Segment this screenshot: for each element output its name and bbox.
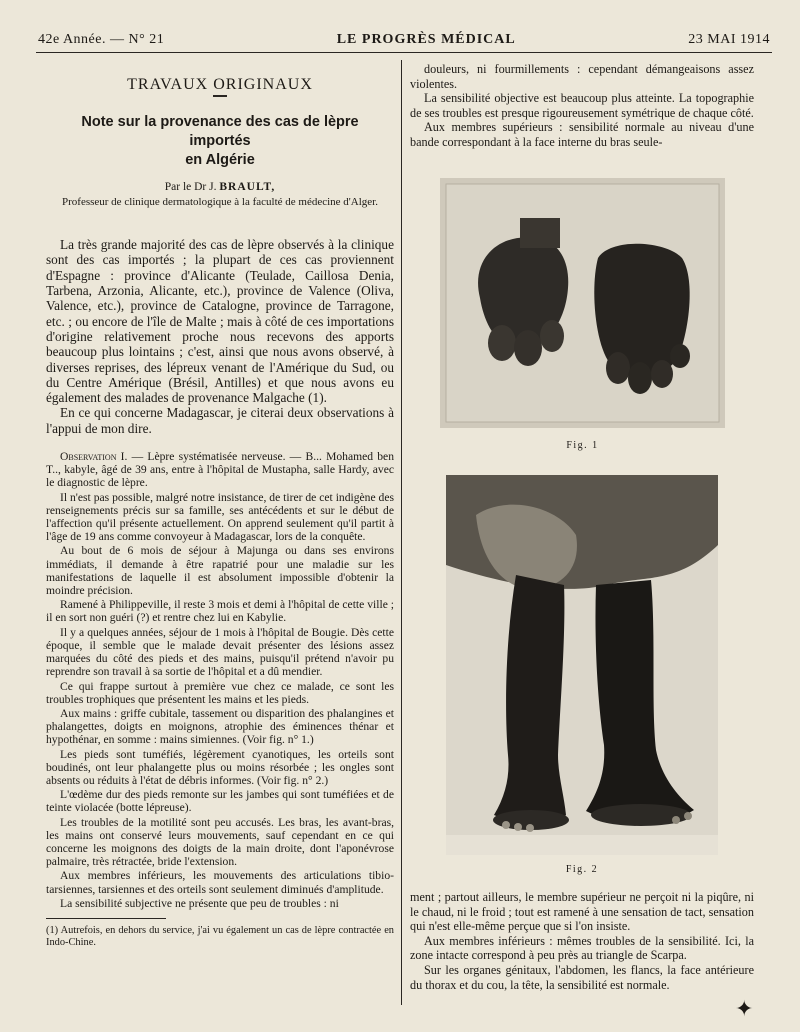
- legs-photo-illustration: [446, 475, 718, 855]
- figure-2-caption: Fig. 2: [565, 864, 599, 875]
- title-dash: [213, 95, 227, 97]
- column-divider: [401, 60, 402, 1005]
- byline-prefix: Par le Dr J.: [164, 180, 217, 193]
- article-title: [50, 113, 390, 170]
- observation-paragraph: L'œdème dur des pieds remonte sur les jambes qui sont tuméfiées et de teinte violacée (botte lépreuse).: [46, 788, 394, 815]
- observation-paragraph: Les troubles de la motilité sont peu accusés. Les bras, les avant-bras, les mains ont conservé leurs mouvements, sauf cependant en ce qui concerne les moignons des doigts de la main droite, dont l'aponévrose palmaire, très rétractée, bride l'extension.: [46, 815, 394, 869]
- right-column-top: [410, 62, 754, 150]
- observation-paragraph: Aux mains : griffe cubitale, tassement ou disparition des phalangines et phalangettes, doigts en moignons, atrophie des éminences thénar et hypothénar, en somme : mains simiennes. (Voir fig. n° 1.): [46, 706, 394, 747]
- observation-block: [46, 450, 394, 910]
- observation-paragraph: Au bout de 6 mois de séjour à Majunga ou dans ses environs immédiats, il demande à être rapatrié pour une maladie sur les manifestations de laquelle il est absolument impossible d'obtenir la moindre précision.: [46, 544, 394, 598]
- author-name: BRAULT,: [219, 180, 276, 193]
- journal-title: LE PROGRÈS MÉDICAL: [336, 32, 516, 47]
- observation-paragraph: Ramené à Philippeville, il reste 3 mois et demi à l'hôpital de cette ville ; il en sort non guéri (?) et rentre chez lui en Kabylie.: [46, 598, 394, 625]
- author-affiliation: Professeur de clinique dermatologique à la faculté de médecine d'Alger.: [62, 196, 378, 209]
- right-paragraph: Sur les organes génitaux, l'abdomen, les flancs, la face antérieure du thorax et du cou, la tête, la sensibilité est normale.: [410, 962, 754, 992]
- footnote-rule: [46, 918, 166, 919]
- footnote: (1) Autrefois, en dehors du service, j'ai vu également un cas de lèpre contractée en Indo-Chine.: [46, 924, 394, 948]
- observation-paragraph: Ce qui frappe surtout à première vue chez ce malade, ce sont les troubles trophiques que présentent les mains et les pieds.: [46, 679, 394, 706]
- observation-paragraph: Il n'est pas possible, malgré notre insistance, de tirer de cet indigène des renseignements précis sur sa famille, ses antécédents et sur le début de l'affection qu'il présente actuellement. On apprend seulement qu'il partit à l'âge de 19 ans comme convoyeur à Madagascar, lors de la conquête.: [46, 490, 394, 544]
- figure-1-caption: Fig. 1: [566, 440, 599, 451]
- right-paragraph: ment ; partout ailleurs, le membre supérieur ne perçoit ni la piqûre, ni le chaud, ni le froid ; tout est ramené à une sensation de tact, sensation qui n'est elle-même perçue que si l'on insiste.: [410, 890, 754, 934]
- observation-paragraph: Il y a quelques années, séjour de 1 mois à l'hôpital de Bougie. Dès cette époque, il semble que le malade devait présenter des lésions assez marquées du côté des pieds et des mains, puisqu'il prétend n'avoir pu reprendre son travail à sa sortie de l'hôpital et a dû mendier.: [46, 625, 394, 679]
- issue-number: 42e Année. — N° 21: [38, 32, 165, 47]
- observation-heading: [46, 450, 394, 490]
- right-paragraph: La sensibilité objective est beaucoup plus atteinte. La topographie de ses troubles est presque rigoureusement symétrique de chaque côté.: [410, 91, 754, 120]
- right-paragraph: Aux membres supérieurs : sensibilité normale au niveau d'une bande correspondant à la face interne du bras seule-: [410, 120, 754, 149]
- section-title: TRAVAUX ORIGINAUX: [127, 76, 313, 93]
- article-title-line-1: Note sur la provenance des cas de lèpre importés: [81, 113, 359, 149]
- left-column: [46, 62, 394, 949]
- right-paragraph: douleurs, ni fourmillements : cependant démangeaisons assez violentes.: [410, 62, 754, 91]
- observation-paragraph: Aux membres inférieurs, les mouvements des articulations tibio-tarsiennes, tarsiennes et des orteils sont seulement diminués d'amplitude.: [46, 869, 394, 896]
- issue-date: 23 MAI 1914: [688, 32, 770, 47]
- intro-text: [46, 237, 394, 436]
- hands-photo-illustration: [440, 178, 725, 428]
- intro-paragraph: La très grande majorité des cas de lèpre observés à la clinique sont des cas importés ; la plupart de ces cas proviennent d'Espagne : province d'Alicante (Teulade, Caillosa Denia, Tarbena, Arzonia, Alicante, etc.), province de Valence (Oliva, Valence, etc.), province de Catalogne, province de Tarragone, etc. ; ou encore de l'île de Malte ; mais à côté de ces importations d'origine relativement proche nous recevons des apports beaucoup plus lointains ; c'est, ainsi que nous avons observé, à diverses reprises, des lépreux venant de l'Amérique du Sud, ou du Centre Amérique (Brésil, Antilles) et que nous avons eu également des malades de provenance Malgache (1).: [46, 237, 394, 406]
- observation-subtitle: — Lèpre systématisée nerveuse. — B... Mohamed ben T.., kabyle, âgé de 39 ans, entre à l'hôpital de Mustapha, salle Hardy, avec le diagnostic de lèpre.: [46, 450, 394, 490]
- header-rule: [36, 52, 772, 53]
- figure-2-legs-photo: [446, 475, 718, 855]
- figure-1-hands-photo: [440, 178, 725, 428]
- running-header: [38, 30, 770, 50]
- observation-paragraph: La sensibilité subjective ne présente que peu de troubles : ni: [60, 896, 339, 910]
- observation-label: Observation I.: [60, 450, 128, 464]
- right-column-bottom: [410, 890, 754, 992]
- byline: [46, 180, 394, 195]
- observation-paragraph: Les pieds sont tuméfiés, légèrement cyanotiques, les orteils sont boudinés, ont leur phalangette plus ou moins résorbée ; les ongles sont absents ou réduits à l'état de débris informes. (Voir fig. n° 2.): [46, 747, 394, 787]
- end-ornament: ✦: [735, 996, 754, 1021]
- right-paragraph: Aux membres inférieurs : mêmes troubles de la sensibilité. Ici, la zone intacte correspond à peu près au triangle de Scarpa.: [410, 933, 754, 963]
- intro-paragraph: En ce qui concerne Madagascar, je citerai deux observations à l'appui de mon dire.: [46, 405, 394, 436]
- article-title-line-2: en Algérie: [185, 151, 255, 168]
